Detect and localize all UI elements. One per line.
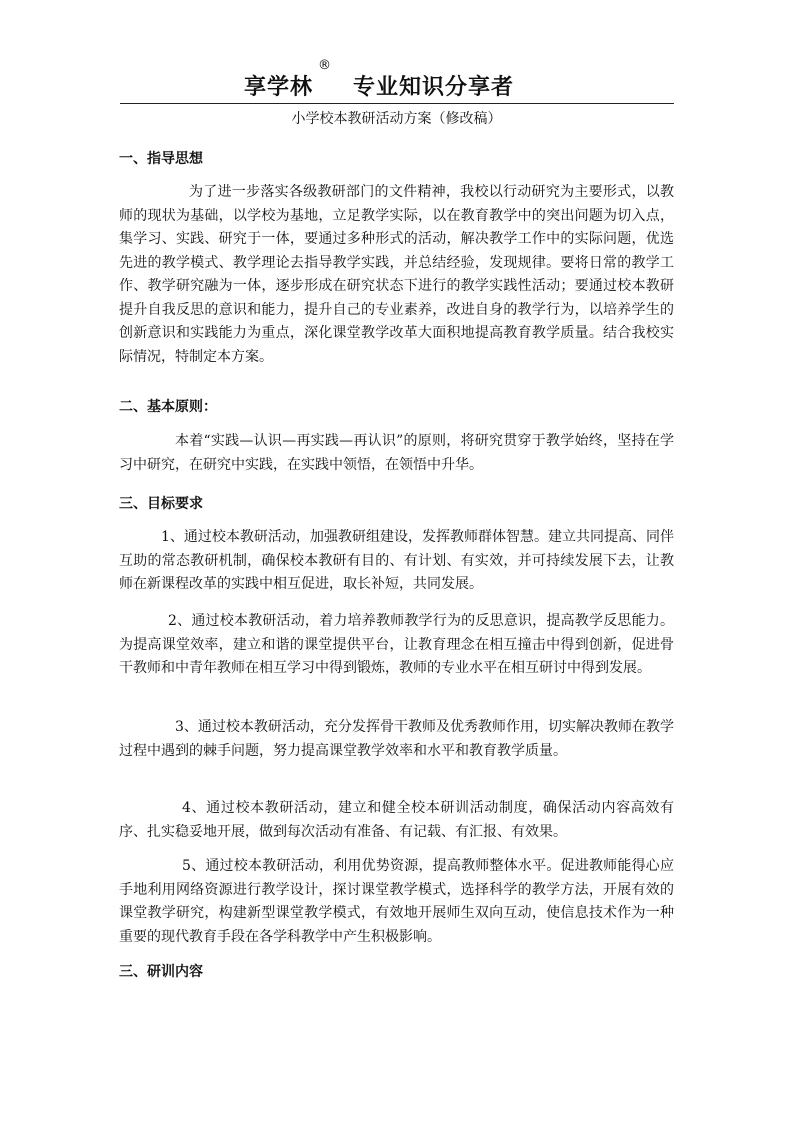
- objective-item-3: 3、通过校本教研活动，充分发挥骨干教师及优秀教师作用，切实解决教师在教学过程中遇到的棘手问题，努力提高课堂教学效率和水平和教育教学质量。: [119, 719, 674, 759]
- section-heading-objectives: 三、目标要求: [119, 496, 203, 512]
- registered-mark-icon: ®: [318, 58, 332, 73]
- brand-line: [244, 58, 515, 101]
- brand-slogan: 专业知识分享者: [353, 75, 515, 100]
- objective-item-4: 4、通过校本教研活动，建立和健全校本研训活动制度，确保活动内容高效有序、扎实稳妥地开展，做到每次活动有准备、有记载、有汇报、有效果。: [119, 800, 674, 840]
- section-heading-basic-principles: 二、基本原则：: [119, 399, 217, 415]
- objective-item-1: 1、通过校本教研活动，加强教研组建设，发挥教师群体智慧。建立共同提高、同伴互助的常态教研机制，确保校本教研有目的、有计划、有实效，并可持续发展下去，让教师在新课程改革的实践中相互促进，取长补短，共同发展。: [119, 529, 674, 592]
- section-paragraph: 本着“实践—认识—再实践—再认识”的原则，将研究贯穿于教学始终，坚持在学习中研究，在研究中实践，在实践中领悟，在领悟中升华。: [119, 433, 674, 473]
- section-heading-guiding-ideology: 一、指导思想: [119, 151, 203, 167]
- objective-item-5: 5、通过校本教研活动，利用优势资源，提高教师整体水平。促进教师能得心应手地利用网络资源进行教学设计，探讨课堂教学模式，选择科学的教学方法，开展有效的课堂教学研究，构建新型课堂教学模式，有效地开展师生双向互动，使信息技术作为一种重要的现代教育手段在各学科教学中产生积极影响。: [119, 858, 674, 945]
- brand-name: 享学林: [244, 75, 314, 100]
- section-paragraph: 为了进一步落实各级教研部门的文件精神，我校以行动研究为主要形式，以教师的现状为基础，以学校为基地，立足教学实际，以在教育教学中的突出问题为切入点，集学习、实践、研究于一体，要通过多种形式的活动，解决教学工作中的实际问题，优选先进的教学模式、教学理论去指导教学实践，并总结经验，发现规律。要将日常的教学工作、教学研究融为一体，逐步形成在研究状态下进行的教学实践性活动；要通过校本教研提升自我反思的意识和能力，提升自己的专业素养，改进自身的教学行为，以培养学生的创新意识和实践能力为重点，深化课堂教学改革大面积地提高教育教学质量。结合我校实际情况，特制定本方案。: [119, 184, 674, 365]
- section-heading-training-content: 三、研训内容: [119, 964, 203, 980]
- header-divider: [120, 103, 674, 104]
- document-title: 小学校本教研活动方案（修改稿）: [291, 111, 502, 127]
- page-header: [120, 58, 674, 104]
- objective-item-2: 2、通过校本教研活动，着力培养教师教学行为的反思意识，提高教学反思能力。为提高课堂效率，建立和谐的课堂提供平台，让教育理念在相互撞击中得到创新，促进骨干教师和中青年教师在相互学习中得到锻炼，教师的专业水平在相互研讨中得到发展。: [119, 613, 674, 676]
